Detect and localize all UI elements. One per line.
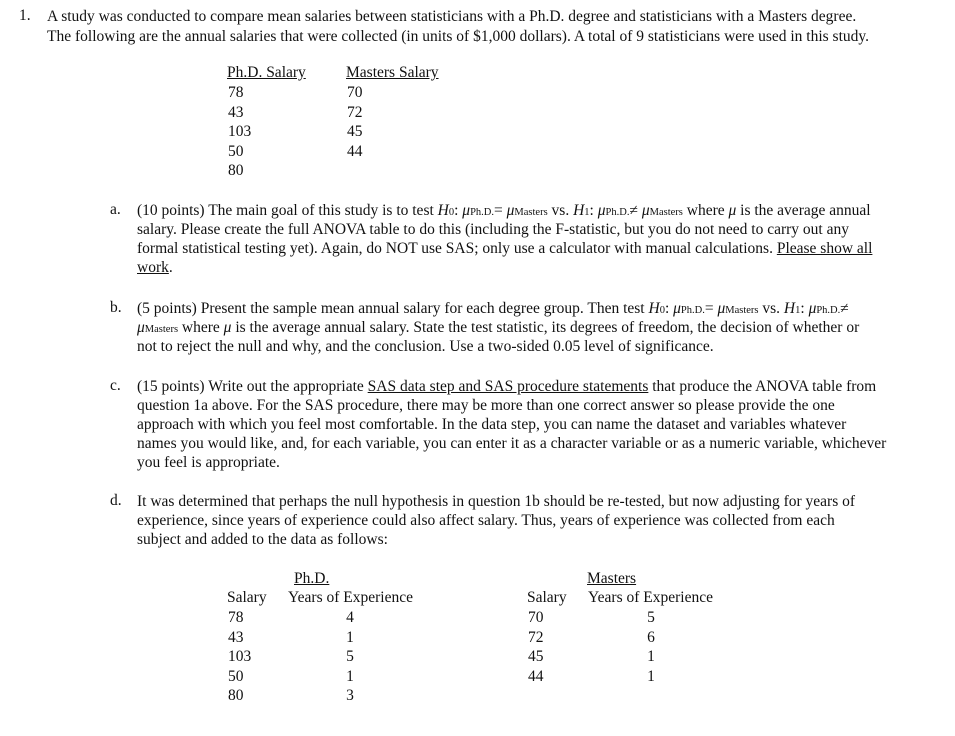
masters-salary-value: 45 [347, 123, 363, 140]
phd-salary-value: 50 [228, 667, 244, 685]
part-c-line-3: approach with which you feel most comfortable. In the data step, you can name the dataset and variables whatever [137, 416, 847, 433]
part-b-line-2: μMasters where μ is the average annual salary. State the test statistic, its degrees of freedom, the decision of whether or [137, 319, 860, 336]
masters-years-value: 1 [647, 648, 655, 665]
masters-salary-value: 44 [528, 667, 544, 685]
part-d-line-3: subject and added to the data as follows: [137, 531, 388, 548]
phd-salary-value: 43 [228, 628, 244, 646]
part-d-line-2: experience, since years of experience could also affect salary. Thus, years of experience was collected from each [137, 512, 835, 529]
masters-salary-column [347, 83, 363, 161]
part-b-line-1: (5 points) Present the sample mean annual salary for each degree group. Then test H0: μPh.D.= μMasters vs. H1: μPh.D.≠ [137, 300, 849, 317]
intro-line-1: A study was conducted to compare mean salaries between statisticians with a Ph.D. degree and statisticians with a Masters degree. [47, 8, 857, 25]
phd-years-value: 3 [346, 687, 354, 704]
intro-line-2: The following are the annual salaries that were collected (in units of $1,000 dollars). A total of 9 statisticians were used in this study. [47, 28, 870, 45]
masters-salary-value: 70 [528, 609, 544, 626]
masters-group-header: Masters [587, 570, 637, 587]
masters-years-value: 5 [647, 609, 655, 626]
masters-years-column [641, 608, 661, 686]
masters-salary-value: 72 [528, 628, 544, 646]
part-c-letter: c. [110, 377, 121, 394]
phd-salary-header: Ph.D. Salary [227, 64, 306, 81]
masters-salary-value: 72 [347, 103, 363, 121]
phd-salary-value: 78 [228, 609, 244, 626]
part-a-line-1: (10 points) The main goal of this study is to test H0: μPh.D.= μMasters vs. H1: μPh.D.≠ μMasters where μ is the average annual [137, 202, 871, 219]
phd-years-column [340, 608, 360, 706]
part-d-letter: d. [110, 492, 122, 509]
phd-group-header: Ph.D. [294, 570, 330, 587]
phd-salary-column [228, 608, 251, 706]
phd-salary-value: 103 [228, 123, 252, 140]
phd-salary-value: 43 [228, 103, 244, 121]
problem-number: 1. [19, 7, 31, 24]
part-c-line-5: you feel is appropriate. [137, 454, 280, 471]
phd-years-value: 1 [346, 667, 354, 685]
masters-years-value: 6 [647, 628, 655, 646]
phd-years-value: 4 [346, 609, 354, 626]
part-d-line-1: It was determined that perhaps the null hypothesis in question 1b should be re-tested, but now adjusting for years of [137, 493, 856, 510]
masters-years-header: Years of Experience [588, 589, 713, 606]
masters-salary-header: Masters Salary [346, 64, 439, 81]
part-a-line-2: salary. Please create the full ANOVA table to do this (including the F-statistic, but you do not need to carry out any [137, 221, 849, 238]
part-c-line-2: question 1a above. For the SAS procedure, there may be more than one correct answer so please provide the one [137, 397, 835, 414]
masters-salary-header: Salary [527, 589, 567, 606]
masters-salary-value: 44 [347, 142, 363, 160]
part-a-line-4: work. [137, 259, 173, 276]
masters-years-value: 1 [647, 667, 655, 685]
phd-years-value: 5 [346, 648, 354, 665]
phd-years-value: 1 [346, 628, 354, 646]
part-b-line-3: not to reject the null and why, and the conclusion. Use a two-sided 0.05 level of significance. [137, 338, 714, 355]
phd-salary-column [228, 83, 251, 181]
phd-salary-value: 103 [228, 648, 252, 665]
phd-salary-value: 78 [228, 84, 244, 101]
phd-salary-value: 80 [228, 687, 244, 704]
part-a-letter: a. [110, 201, 121, 218]
part-c-line-1: (15 points) Write out the appropriate SAS data step and SAS procedure statements that produce the ANOVA table from [137, 378, 877, 395]
phd-years-header: Years of Experience [288, 589, 413, 606]
part-c-line-4: names you would like, and, for each variable, you can enter it as a character variable or as a numeric variable, whichever [137, 435, 887, 452]
masters-salary-column [528, 608, 544, 686]
masters-salary-value: 70 [347, 84, 363, 101]
part-a-line-3: formal statistical testing yet). Again, do NOT use SAS; only use a calculator with manual calculations. Please show all [137, 240, 873, 257]
part-b-letter: b. [110, 299, 122, 316]
phd-salary-value: 80 [228, 162, 244, 179]
masters-salary-value: 45 [528, 648, 544, 665]
phd-salary-value: 50 [228, 142, 244, 160]
phd-salary-header: Salary [227, 589, 267, 606]
